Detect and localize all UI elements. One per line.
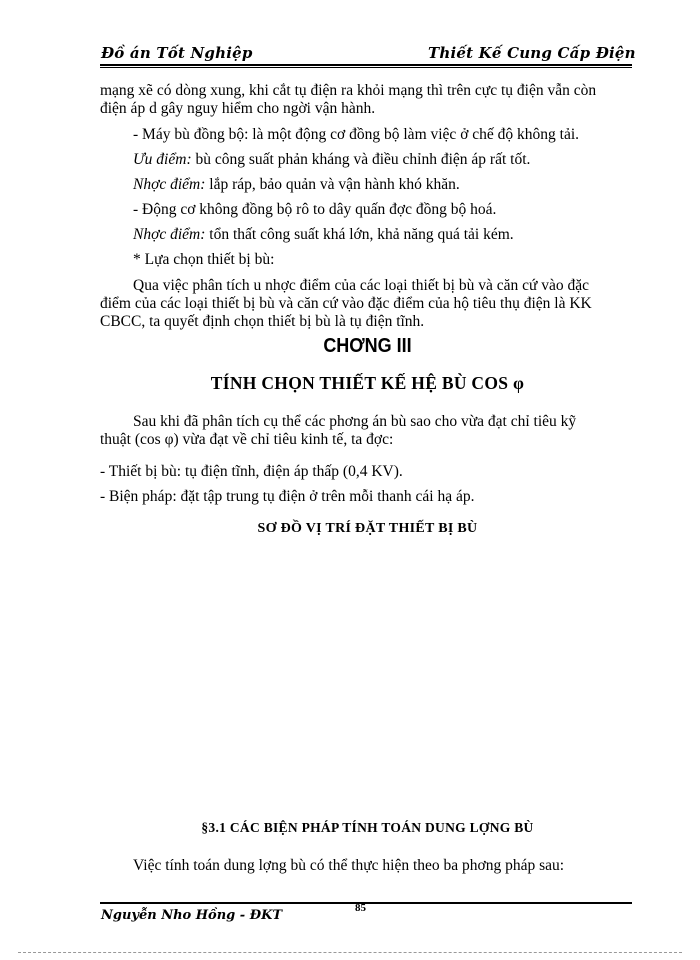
advantage-text: bù công suất phản kháng và điều chỉnh điện áp rất tốt. [191, 151, 531, 168]
paragraph-async-motor: - Động cơ không đồng bộ rô to dây quấn đợc đồng bộ hoá. [133, 201, 497, 218]
intro-line-1: Sau khi đã phân tích cụ thể các phơng án bù sao cho vừa đạt chỉ tiêu kỹ [133, 413, 577, 430]
page-edge-divider [18, 952, 682, 953]
section-title: §3.1 CÁC BIỆN PHÁP TÍNH TOÁN DUNG LỢNG BÙ [201, 820, 534, 835]
footer-author: Nguyễn Nho Hồng - ĐKT [101, 908, 283, 923]
paragraph-advantage [133, 151, 633, 169]
page-number: 85 [355, 902, 366, 914]
paragraph-1 [100, 82, 635, 118]
intro-item-2: - Biện pháp: đặt tập trung tụ điện ở trên mỗi thanh cái hạ áp. [100, 488, 475, 505]
chapter-label: CHƠNG III [323, 333, 412, 357]
paragraph-1-line-1: mạng xẽ có dòng xung, khi cắt tụ điện ra khỏi mạng thì trên cực tụ điện vẫn còn [100, 82, 597, 99]
disadvantage-text-1: lắp ráp, bảo quản và vận hành khó khăn. [205, 176, 460, 193]
paragraph-selection [100, 277, 635, 331]
selection-line-2: điểm của các loại thiết bị bù và căn cứ vào đặc điểm của hộ tiêu thụ điện là KK [100, 295, 592, 312]
intro-line-2: thuật (cos φ) vừa đạt về chỉ tiêu kinh tế, ta đợc: [100, 431, 394, 448]
diagram-title: SƠ ĐỒ VỊ TRÍ ĐẶT THIẾT BỊ BÙ [257, 521, 478, 536]
intro-item-1: - Thiết bị bù: tụ điện tĩnh, điện áp thấp (0,4 KV). [100, 463, 403, 480]
header-left: Đồ án Tốt Nghiệp [101, 44, 253, 62]
selection-line-1: Qua việc phân tích u nhợc điểm của các loại thiết bị bù và căn cứ vào đặc [133, 277, 590, 294]
intro-paragraph [100, 413, 635, 449]
header-right: Thiết Kế Cung Cấp Điện [428, 44, 636, 62]
header-rule [100, 64, 632, 66]
advantage-label: Ưu điểm: [133, 151, 192, 168]
disadvantage-label-2: Nhợc điểm: [133, 226, 206, 243]
paragraph-1-line-2: điện áp d gây nguy hiểm cho ngời vận hành. [100, 100, 376, 117]
header-rule-thin [100, 67, 632, 68]
selection-line-3: CBCC, ta quyết định chọn thiết bị bù là tụ điện tĩnh. [100, 313, 425, 330]
disadvantage-label-1: Nhợc điểm: [133, 176, 206, 193]
chapter-title: TÍNH CHỌN THIẾT KẾ HỆ BÙ COS φ [210, 373, 525, 393]
paragraph-disadvantage-2 [133, 226, 633, 244]
paragraph-disadvantage-1 [133, 176, 633, 194]
paragraph-sync-compensator: - Máy bù đồng bộ: là một động cơ đồng bộ làm việc ở chế độ không tải. [133, 126, 580, 143]
paragraph-selection-heading: * Lựa chọn thiết bị bù: [133, 251, 275, 268]
footer-rule [100, 902, 632, 904]
disadvantage-text-2: tổn thất công suất khá lớn, khả năng quá tải kém. [205, 226, 514, 243]
section-first-line: Việc tính toán dung lợng bù có thể thực hiện theo ba phơng pháp sau: [133, 857, 565, 874]
